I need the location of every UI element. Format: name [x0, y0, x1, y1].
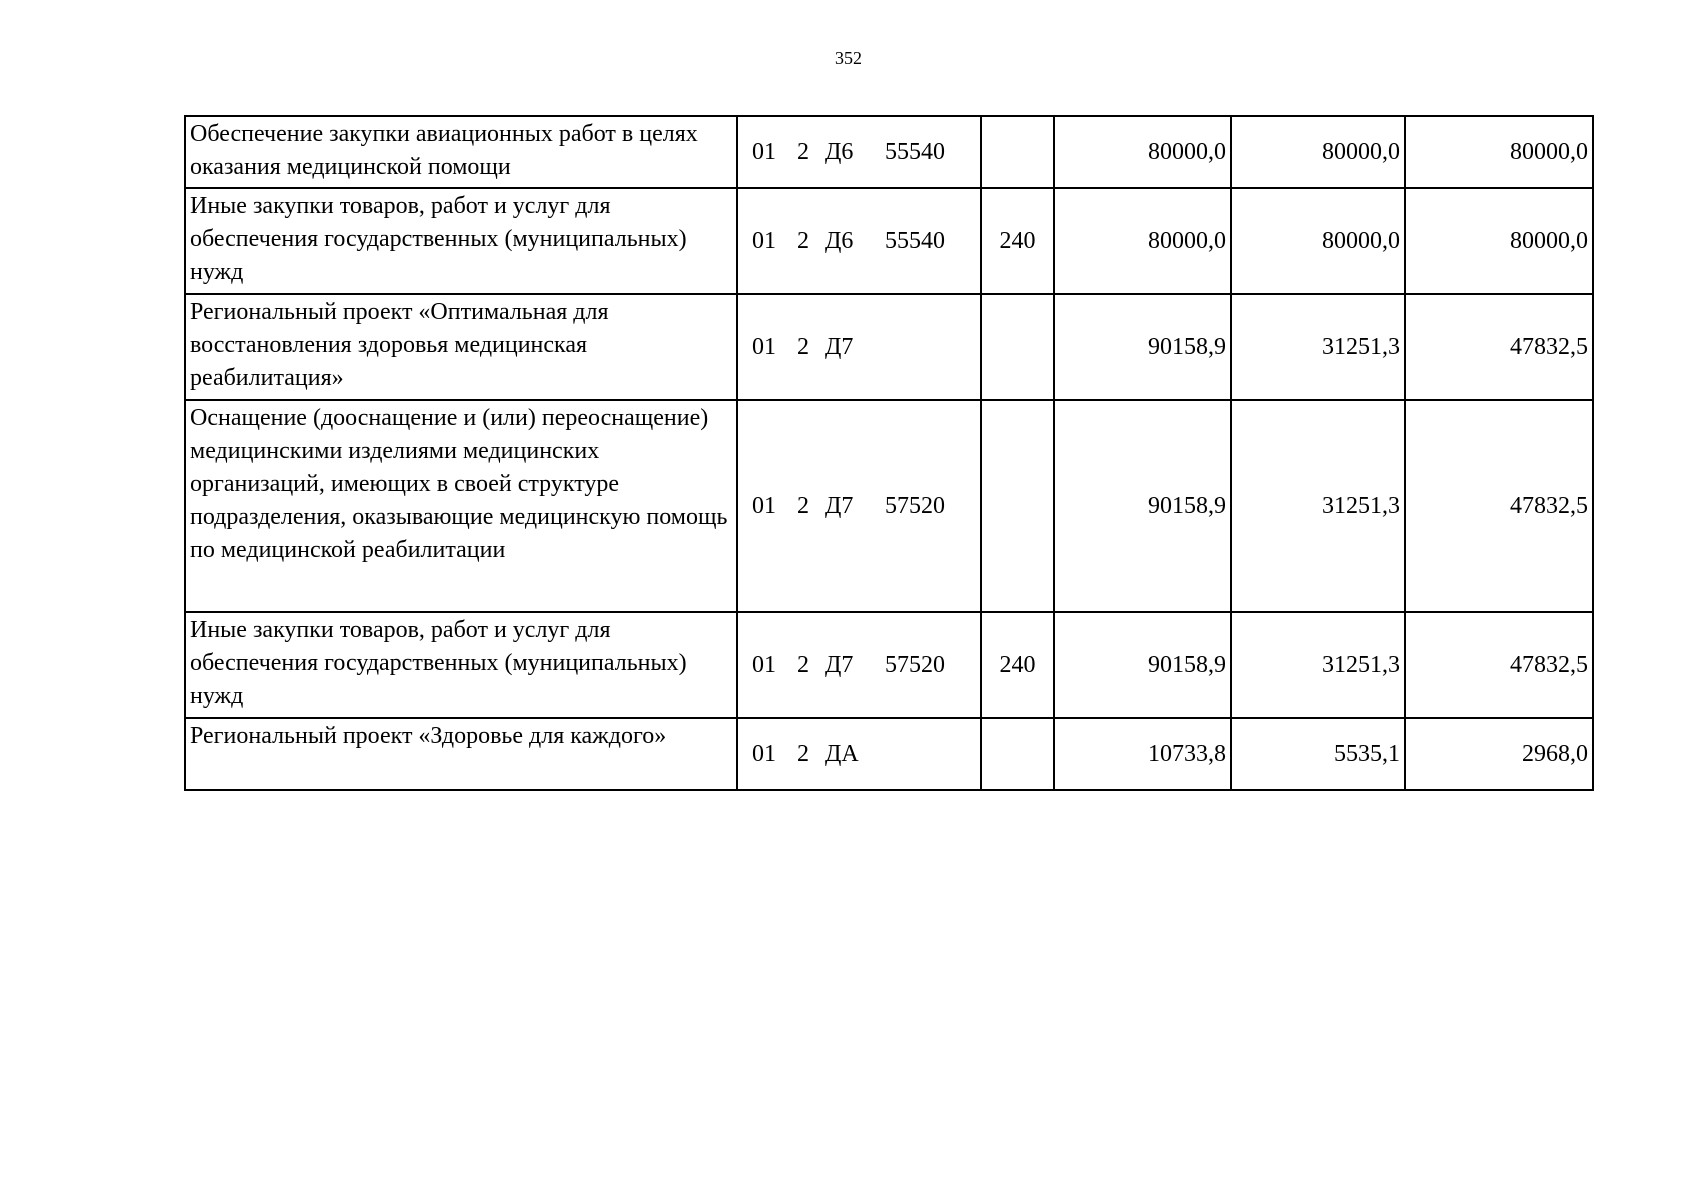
code-direction: 57520	[885, 492, 945, 519]
code-subprogram: 2	[797, 740, 809, 767]
code-subprogram: 2	[797, 138, 809, 165]
table-row	[185, 294, 1593, 400]
amount-year-1: 90158,9	[1054, 400, 1231, 612]
amount-year-2: 31251,3	[1231, 400, 1405, 612]
budget-table	[184, 115, 1594, 791]
expense-type	[981, 294, 1054, 400]
code-program: 01	[752, 227, 776, 254]
expense-type	[981, 718, 1054, 790]
table-row	[185, 718, 1593, 790]
row-name: Региональный проект «Оптимальная для восстановления здоровья медицинская реабилитация»	[185, 294, 737, 400]
code-program: 01	[752, 740, 776, 767]
code-direction: 57520	[885, 651, 945, 678]
expense-type	[981, 116, 1054, 188]
code-project: Д7	[825, 333, 854, 360]
row-name: Региональный проект «Здоровье для каждого»	[185, 718, 737, 790]
amount-year-1: 80000,0	[1054, 116, 1231, 188]
code-program: 01	[752, 492, 776, 519]
target-article-code	[737, 294, 981, 400]
row-name: Обеспечение закупки авиационных работ в целях оказания медицинской помощи	[185, 116, 737, 188]
target-article-code	[737, 718, 981, 790]
amount-year-3: 47832,5	[1405, 400, 1593, 612]
row-name: Оснащение (дооснащение и (или) переоснащение) медицинскими изделиями медицинских организаций, имеющих в своей структуре подразделения, оказывающие медицинскую помощь по медицинской реабилитации	[185, 400, 737, 612]
row-name: Иные закупки товаров, работ и услуг для обеспечения государственных (муниципальных) нужд	[185, 612, 737, 718]
amount-year-1: 90158,9	[1054, 612, 1231, 718]
code-project: ДА	[825, 740, 859, 767]
code-program: 01	[752, 333, 776, 360]
expense-type: 240	[981, 188, 1054, 294]
target-article-code	[737, 612, 981, 718]
amount-year-1: 80000,0	[1054, 188, 1231, 294]
code-direction: 55540	[885, 227, 945, 254]
amount-year-2: 31251,3	[1231, 612, 1405, 718]
amount-year-1: 10733,8	[1054, 718, 1231, 790]
amount-year-2: 31251,3	[1231, 294, 1405, 400]
amount-year-3: 47832,5	[1405, 612, 1593, 718]
code-project: Д7	[825, 492, 854, 519]
expense-type	[981, 400, 1054, 612]
amount-year-3: 47832,5	[1405, 294, 1593, 400]
target-article-code	[737, 400, 981, 612]
target-article-code	[737, 188, 981, 294]
amount-year-3: 80000,0	[1405, 188, 1593, 294]
code-project: Д6	[825, 138, 854, 165]
table-row	[185, 116, 1593, 188]
expense-type: 240	[981, 612, 1054, 718]
page-number: 352	[835, 48, 862, 68]
table-row	[185, 612, 1593, 718]
amount-year-1: 90158,9	[1054, 294, 1231, 400]
code-program: 01	[752, 138, 776, 165]
amount-year-2: 80000,0	[1231, 116, 1405, 188]
code-project: Д6	[825, 227, 854, 254]
code-subprogram: 2	[797, 492, 809, 519]
amount-year-2: 5535,1	[1231, 718, 1405, 790]
code-subprogram: 2	[797, 651, 809, 678]
code-program: 01	[752, 651, 776, 678]
table-row	[185, 188, 1593, 294]
row-name: Иные закупки товаров, работ и услуг для обеспечения государственных (муниципальных) нужд	[185, 188, 737, 294]
table-row	[185, 400, 1593, 612]
code-project: Д7	[825, 651, 854, 678]
amount-year-3: 2968,0	[1405, 718, 1593, 790]
code-subprogram: 2	[797, 333, 809, 360]
code-subprogram: 2	[797, 227, 809, 254]
code-direction: 55540	[885, 138, 945, 165]
target-article-code	[737, 116, 981, 188]
amount-year-2: 80000,0	[1231, 188, 1405, 294]
amount-year-3: 80000,0	[1405, 116, 1593, 188]
